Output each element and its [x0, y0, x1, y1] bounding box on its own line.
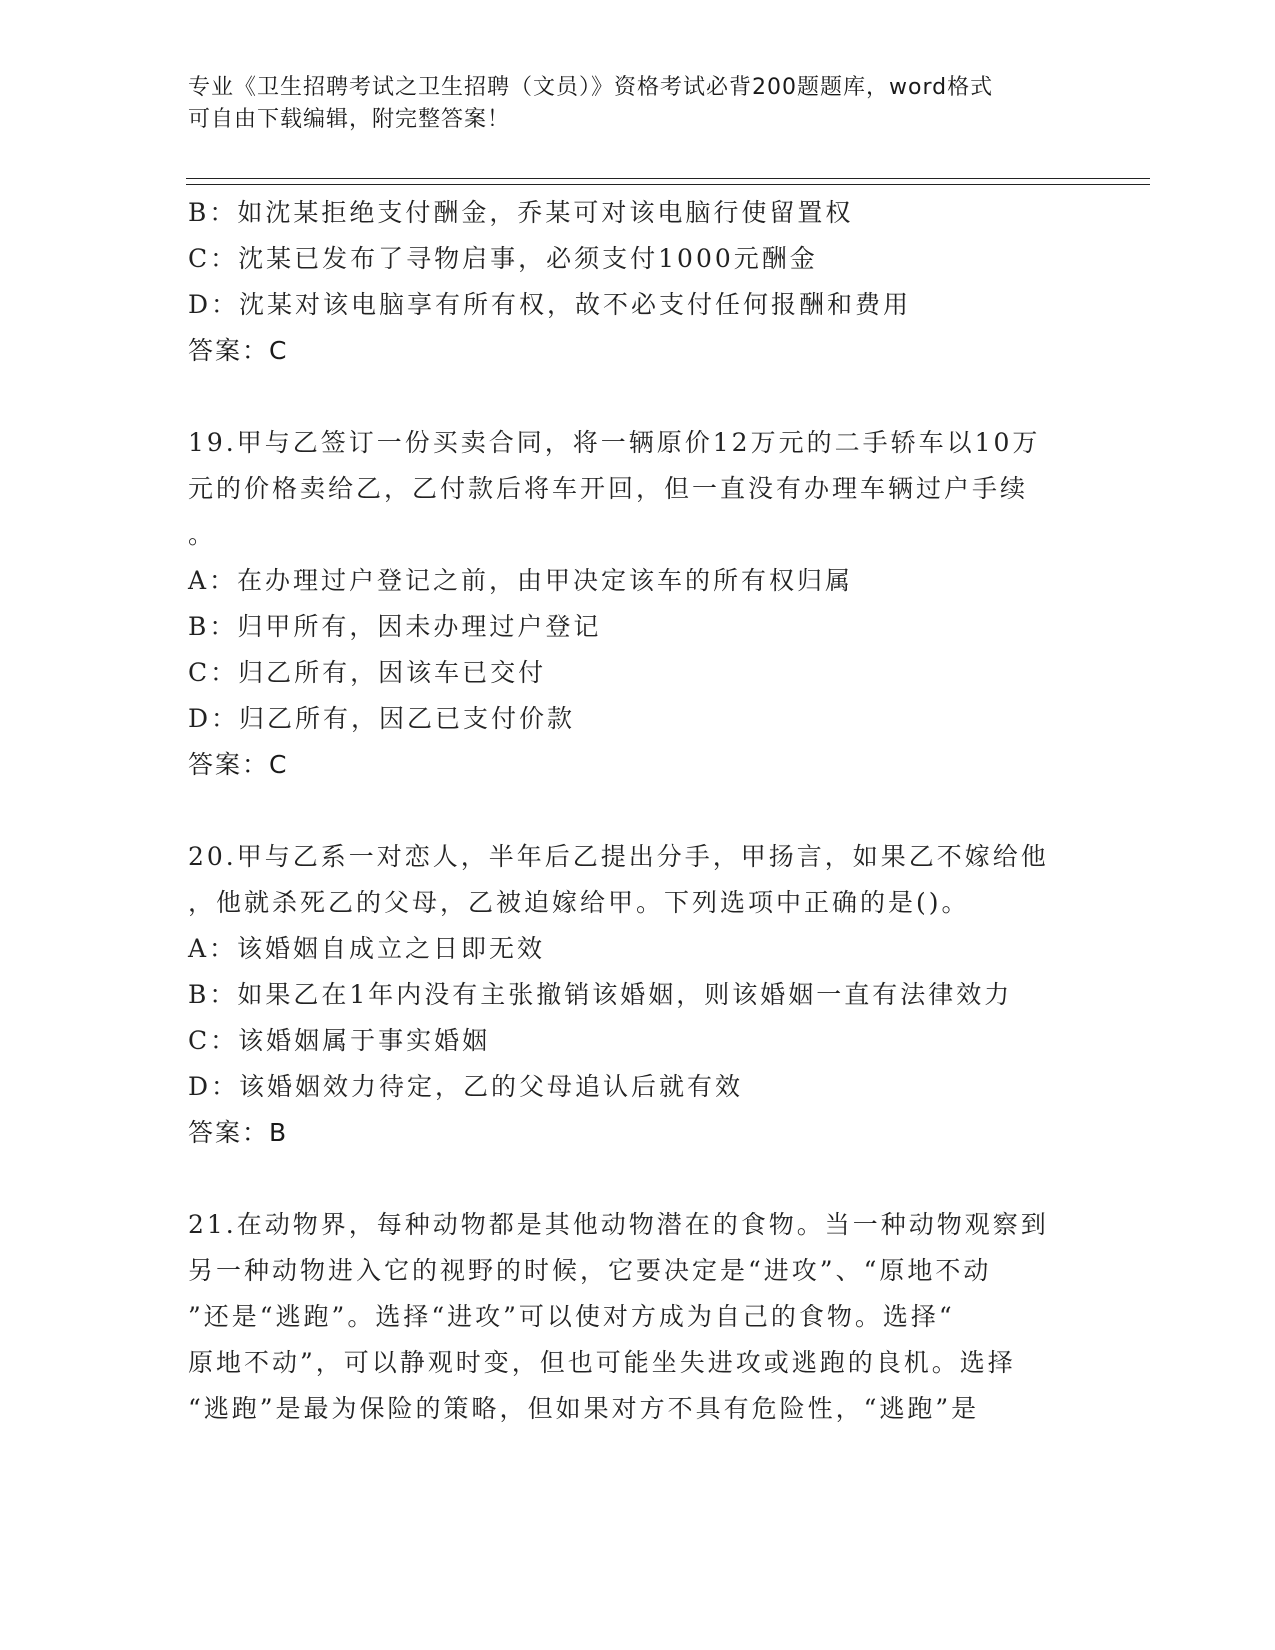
- q19-option-c: C：归乙所有，因该车已交付: [188, 658, 547, 687]
- spacer: [188, 1156, 1088, 1202]
- q18-option-b: B：如沈某拒绝支付酬金，乔某可对该电脑行使留置权: [188, 198, 854, 227]
- q18-option-c: C：沈某已发布了寻物启事，必须支付1000元酬金: [188, 244, 818, 273]
- spacer: [188, 788, 1088, 834]
- question-21: [188, 1202, 1088, 1432]
- q21-stem-line-1: 21.在动物界，每种动物都是其他动物潜在的食物。当一种动物观察到: [188, 1210, 1049, 1239]
- q19-stem-line-1: 19.甲与乙签订一份买卖合同，将一辆原价12万元的二手轿车以10万: [188, 428, 1041, 457]
- q20-stem-line-1: 20.甲与乙系一对恋人，半年后乙提出分手，甲扬言，如果乙不嫁给他: [188, 842, 1049, 871]
- q21-stem-line-2: 另一种动物进入它的视野的时候，它要决定是“进攻”、“原地不动: [188, 1256, 992, 1285]
- q21-stem-line-3: ”还是“逃跑”。选择“进攻”可以使对方成为自己的食物。选择“: [188, 1302, 955, 1331]
- q21-stem-line-5: “逃跑”是最为保险的策略，但如果对方不具有危险性，“逃跑”是: [188, 1394, 980, 1423]
- q20-option-d: D：该婚姻效力待定，乙的父母追认后就有效: [188, 1072, 744, 1101]
- q19-stem-line-2: 元的价格卖给乙，乙付款后将车开回，但一直没有办理车辆过户手续: [188, 474, 1029, 503]
- header-line-2: 可自由下载编辑，附完整答案！: [188, 107, 511, 132]
- q19-option-a: A：在办理过户登记之前，由甲决定该车的所有权归属: [188, 566, 854, 595]
- q18-answer: 答案：C: [188, 336, 289, 365]
- q20-option-a: A：该婚姻自成立之日即无效: [188, 934, 546, 963]
- q18-option-d: D：沈某对该电脑享有所有权，故不必支付任何报酬和费用: [188, 290, 912, 319]
- q19-option-b: B：归甲所有，因未办理过户登记: [188, 612, 602, 641]
- header-line-1: 专业《卫生招聘考试之卫生招聘（文员）》资格考试必背200题题库，word格式: [188, 75, 994, 100]
- q19-stem-line-3: 。: [188, 520, 217, 549]
- q19-answer: 答案：C: [188, 750, 289, 779]
- question-20: [188, 834, 1088, 1156]
- header-rule-thin: [186, 184, 1150, 185]
- q19-option-d: D：归乙所有，因乙已支付价款: [188, 704, 576, 733]
- question-18: [188, 190, 1088, 374]
- spacer: [188, 374, 1088, 420]
- header-rule-thick: [186, 178, 1150, 179]
- q20-option-b: B：如果乙在1年内没有主张撤销该婚姻，则该婚姻一直有法律效力: [188, 980, 1013, 1009]
- q20-option-c: C：该婚姻属于事实婚姻: [188, 1026, 491, 1055]
- q21-stem-line-4: 原地不动”，可以静观时变，但也可能坐失进攻或逃跑的良机。选择: [188, 1348, 1016, 1377]
- q20-answer: 答案：B: [188, 1118, 289, 1147]
- page-header: [188, 72, 1068, 136]
- question-content: [188, 190, 1088, 1432]
- q20-stem-line-2: ，他就杀死乙的父母，乙被迫嫁给甲。下列选项中正确的是()。: [188, 888, 970, 917]
- question-19: [188, 420, 1088, 788]
